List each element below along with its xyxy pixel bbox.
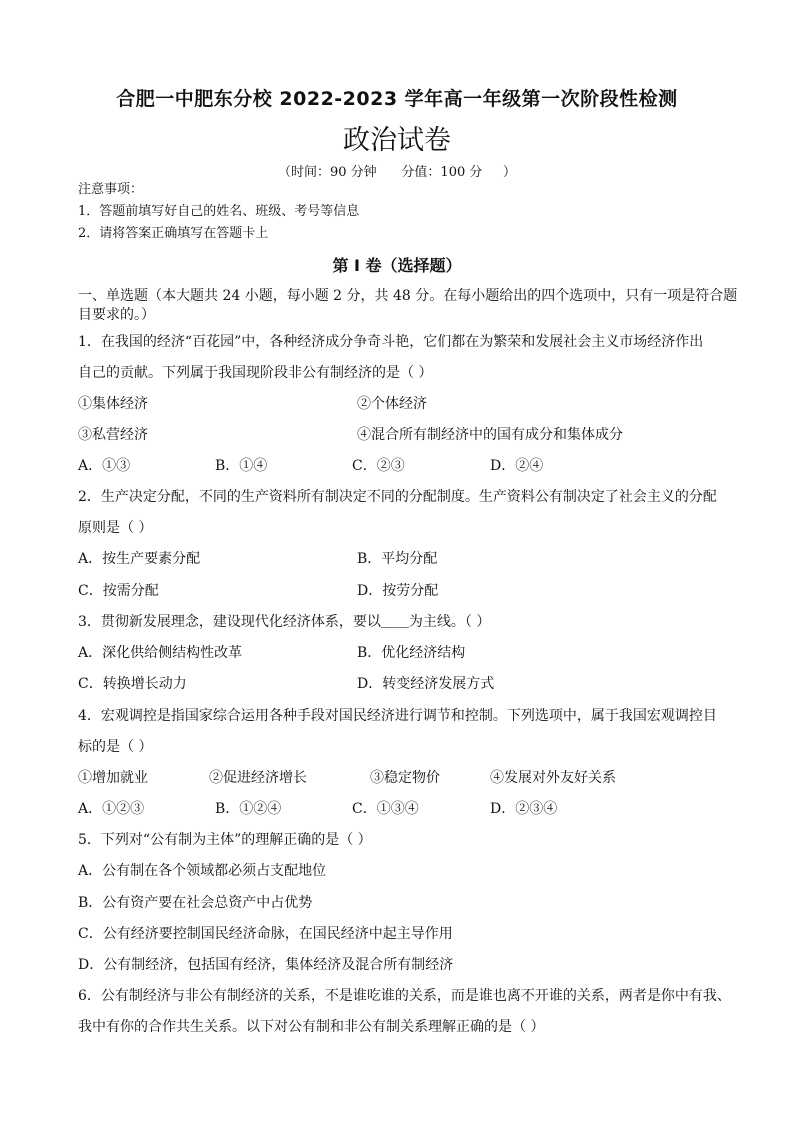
question-4-option-a: A．①②③ bbox=[78, 801, 145, 817]
question-5-stem: 5．下列对“公有制为主体”的理解正确的是（ ） bbox=[78, 832, 372, 848]
question-1-item: ②个体经济 bbox=[357, 396, 427, 412]
school-title: 合肥一中肥东分校 2022-2023 学年高一年级第一次阶段性检测 bbox=[116, 88, 678, 110]
section-title: 第 I 卷（选择题） bbox=[332, 256, 462, 275]
question-3-option-a: A．深化供给侧结构性改革 bbox=[78, 645, 243, 661]
question-3-option-c: C．转换增长动力 bbox=[78, 676, 187, 692]
question-1-option-a: A．①③ bbox=[78, 458, 131, 474]
question-1-item: ④混合所有制经济中的国有成分和集体成分 bbox=[357, 427, 623, 443]
notes-heading: 注意事项： bbox=[78, 182, 144, 197]
question-2-stem: 2．生产决定分配，不同的生产资料所有制决定不同的分配制度。生产资料公有制决定了社会主义的分配 bbox=[78, 489, 717, 505]
question-4-option-d: D．②③④ bbox=[490, 801, 558, 817]
question-4-stem: 4．宏观调控是指国家综合运用各种手段对国民经济进行调节和控制。下列选项中，属于我国宏观调控目 bbox=[78, 708, 717, 724]
question-4-stem: 标的是（ ） bbox=[78, 739, 153, 755]
question-5-option-a: A．公有制在各个领域都必须占支配地位 bbox=[78, 863, 327, 879]
question-5-option-d: D．公有制经济，包括国有经济，集体经济及混合所有制经济 bbox=[78, 957, 454, 973]
exam-meta: （时间：90 分钟 分值：100 分 ） bbox=[277, 165, 517, 180]
question-5-option-c: C．公有经济要控制国民经济命脉，在国民经济中起主导作用 bbox=[78, 926, 453, 942]
note-item: 2．请将答案正确填写在答题卡上 bbox=[78, 226, 269, 241]
question-6-stem: 我中有你的合作共生关系。以下对公有制和非公有制关系理解正确的是（ ） bbox=[78, 1019, 545, 1035]
question-3-stem: 3．贯彻新发展理念，建设现代化经济体系，要以＿＿为主线。（ ） bbox=[78, 614, 491, 630]
question-3-option-b: B．优化经济结构 bbox=[357, 645, 466, 661]
question-4-item: ③稳定物价 bbox=[370, 770, 440, 786]
question-2-stem: 原则是（ ） bbox=[78, 520, 153, 536]
question-4-option-b: B．①②④ bbox=[215, 801, 282, 817]
section-intro: 目要求的。） bbox=[78, 307, 155, 323]
question-2-option-a: A．按生产要素分配 bbox=[78, 551, 201, 567]
question-1-stem: 自己的贡献。下列属于我国现阶段非公有制经济的是（ ） bbox=[78, 365, 433, 381]
question-4-item: ②促进经济增长 bbox=[209, 770, 307, 786]
question-6-stem: 6．公有制经济与非公有制经济的关系，不是谁吃谁的关系，而是谁也离不开谁的关系，两者是你中有我、 bbox=[78, 988, 731, 1004]
subject-title: 政治试卷 bbox=[343, 125, 451, 156]
question-4-option-c: C．①③④ bbox=[352, 801, 419, 817]
question-2-option-d: D．按劳分配 bbox=[357, 583, 439, 599]
question-1-item: ③私营经济 bbox=[78, 427, 148, 443]
note-item: 1．答题前填写好自己的姓名、班级、考号等信息 bbox=[78, 204, 360, 219]
question-4-item: ①增加就业 bbox=[78, 770, 148, 786]
question-1-stem: 1．在我国的经济“百花园”中，各种经济成分争奇斗艳，它们都在为繁荣和发展社会主义市场经济作出 bbox=[78, 334, 704, 350]
question-2-option-b: B．平均分配 bbox=[357, 551, 438, 567]
question-2-option-c: C．按需分配 bbox=[78, 583, 159, 599]
question-1-option-c: C．②③ bbox=[352, 458, 405, 474]
question-3-option-d: D．转变经济发展方式 bbox=[357, 676, 495, 692]
section-intro: 一、单选题（本大题共 24 小题，每小题 2 分，共 48 分。在每小题给出的四个选项中，只有一项是符合题 bbox=[78, 288, 738, 304]
question-5-option-b: B．公有资产要在社会总资产中占优势 bbox=[78, 895, 313, 911]
question-1-option-d: D．②④ bbox=[490, 458, 544, 474]
question-1-option-b: B．①④ bbox=[215, 458, 268, 474]
question-1-item: ①集体经济 bbox=[78, 396, 148, 412]
question-4-item: ④发展对外友好关系 bbox=[490, 770, 616, 786]
